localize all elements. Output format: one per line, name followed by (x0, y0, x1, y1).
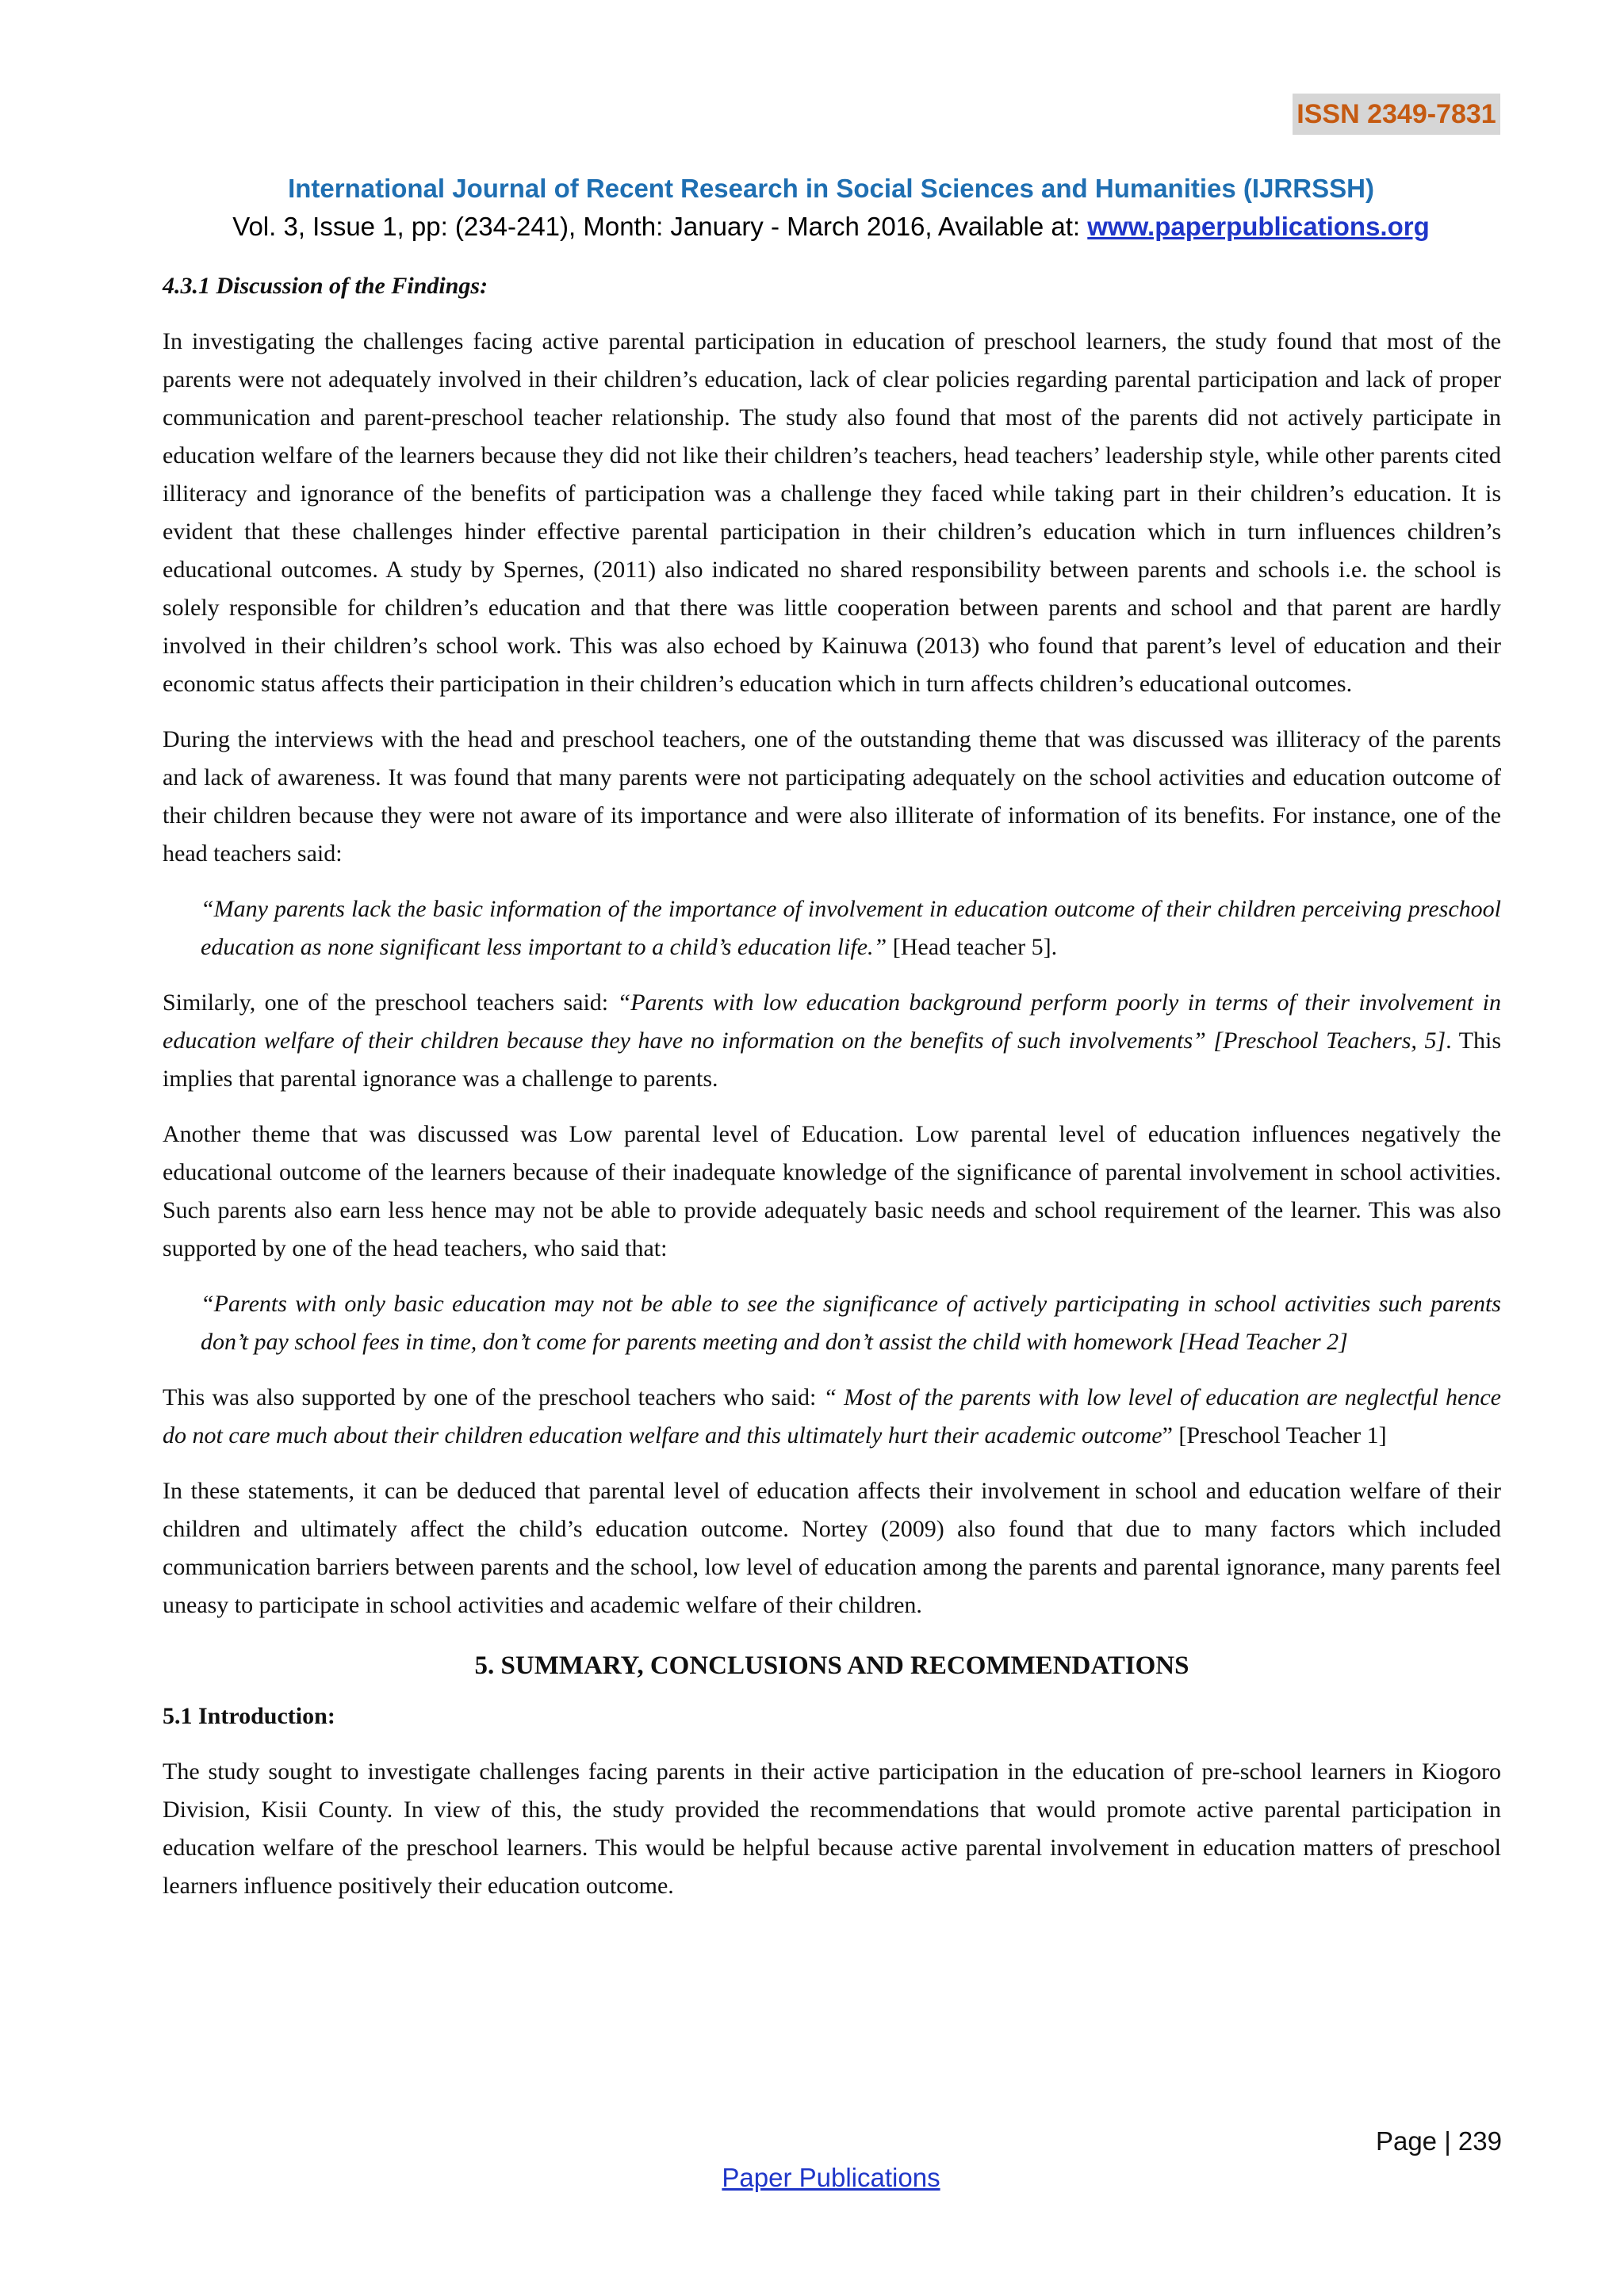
inline-quote: “Parents with low education background perform poorly in terms of their involvement in education welfare of their children because they have no information on the benefits of such involvements” [Preschool Teachers, 5] (163, 989, 1501, 1054)
section-heading-4-3-1: 4.3.1 Discussion of the Findings: (163, 273, 488, 299)
paragraph-lead: Similarly, one of the preschool teachers said: (163, 989, 618, 1016)
paragraph-introduction: The study sought to investigate challenges facing parents in their active participation in the education of pre-school learners in Kiogoro Division, Kisii County. In view of this, the study provided the recommendations that would promote active parental participation in education welfare of the preschool learners. This would be helpful because active parental involvement in education matters of preschool learners influence positively their education outcome. (163, 1758, 1501, 1899)
paragraph-findings: In investigating the challenges facing active parental participation in education of preschool learners, the study found that most of the parents were not adequately involved in their children’s education, lack of clear policies regarding parental participation and lack of proper communication and parent-preschool teacher relationship. The study also found that most of the parents did not actively participate in education welfare of the learners because they did not like their children’s teachers, head teachers’ leadership style, while other parents cited illiteracy and ignorance of the benefits of participation was a challenge they faced while taking part in their children’s education. It is evident that these challenges hinder effective parental participation in their children’s education which in turn influences children’s educational outcomes. A study by Spernes, (2011) also indicated no shared responsibility between parents and schools i.e. the school is solely responsible for children’s education and that there was little cooperation between parents and school and that parent are hardly involved in their children’s school work. This was also echoed by Kainuwa (2013) who found that parent’s level of education and their economic status affects their participation in their children’s education which in turn affects children’s educational outcomes. (163, 328, 1501, 697)
journal-info (0, 208, 1624, 246)
inline-quote: “ Most of the parents with low level of education are neglectful hence do not care much about their children education welfare and this ultimately hurt their academic outcome (163, 1384, 1501, 1448)
journal-info-text: Vol. 3, Issue 1, pp: (234-241), Month: January - March 2016, Available at: (232, 212, 1088, 241)
journal-url-link[interactable]: www.paperpublications.org (1087, 212, 1430, 241)
article-body (163, 267, 1501, 1923)
issn-badge: ISSN 2349-7831 (1293, 94, 1500, 135)
paragraph-tail: ” [Preschool Teacher 1] (1162, 1422, 1387, 1448)
paragraph-lead: This was also supported by one of the preschool teachers who said: (163, 1384, 824, 1410)
quote-head-teacher-2: “Parents with only basic education may not be able to see the significance of actively participating in school activities such parents don’t pay school fees in time, don’t come for parents meeting and don’t assist the child with homework [Head Teacher 2] (201, 1291, 1501, 1355)
quote-attribution: [Head teacher 5]. (887, 934, 1058, 960)
journal-title: International Journal of Recent Research in Social Sciences and Humanities (IJRRSSH) (288, 174, 1374, 203)
page-number: Page | 239 (1375, 2126, 1502, 2156)
paragraph-interviews: During the interviews with the head and preschool teachers, one of the outstanding theme that was discussed was illiteracy of the parents and lack of awareness. It was found that many parents were not participating adequately on the school activities and education outcome of their children because they were not aware of its importance and were also illiterate of information of its benefits. For instance, one of the head teachers said: (163, 726, 1501, 867)
publisher-link[interactable]: Paper Publications (722, 2163, 940, 2192)
paragraph-preschool-teacher-1 (163, 1379, 1501, 1455)
paragraph-deduction: In these statements, it can be deduced that parental level of education affects their involvement in school and education welfare of their children and ultimately affect the child’s education outcome. Nortey (2009) also found that due to many factors which included communication barriers between parents and the school, low level of education among the parents and parental ignorance, many parents feel uneasy to participate in school activities and academic welfare of their children. (163, 1478, 1501, 1618)
paragraph-tail: . This implies that parental ignorance was a challenge to parents. (163, 1027, 1502, 1092)
paragraph-low-education: Another theme that was discussed was Low parental level of Education. Low parental level of education influences negatively the educational outcome of the learners because of their inadequate knowledge of the significance of parental involvement in school activities. Such parents also earn less hence may not be able to provide adequately basic needs and school requirement of the learner. This was also supported by one of the head teachers, who said that: (163, 1121, 1501, 1261)
quote-text: “Many parents lack the basic information of the importance of involvement in education outcome of their children perceiving preschool education as none significant less important to a child’s education life.” (201, 896, 1501, 960)
section-heading-5-1: 5.1 Introduction: (163, 1703, 335, 1729)
paragraph-similarly (163, 984, 1501, 1098)
section-title-5: 5. SUMMARY, CONCLUSIONS AND RECOMMENDATIONS (474, 1651, 1189, 1680)
quote-head-teacher-5 (201, 890, 1501, 966)
